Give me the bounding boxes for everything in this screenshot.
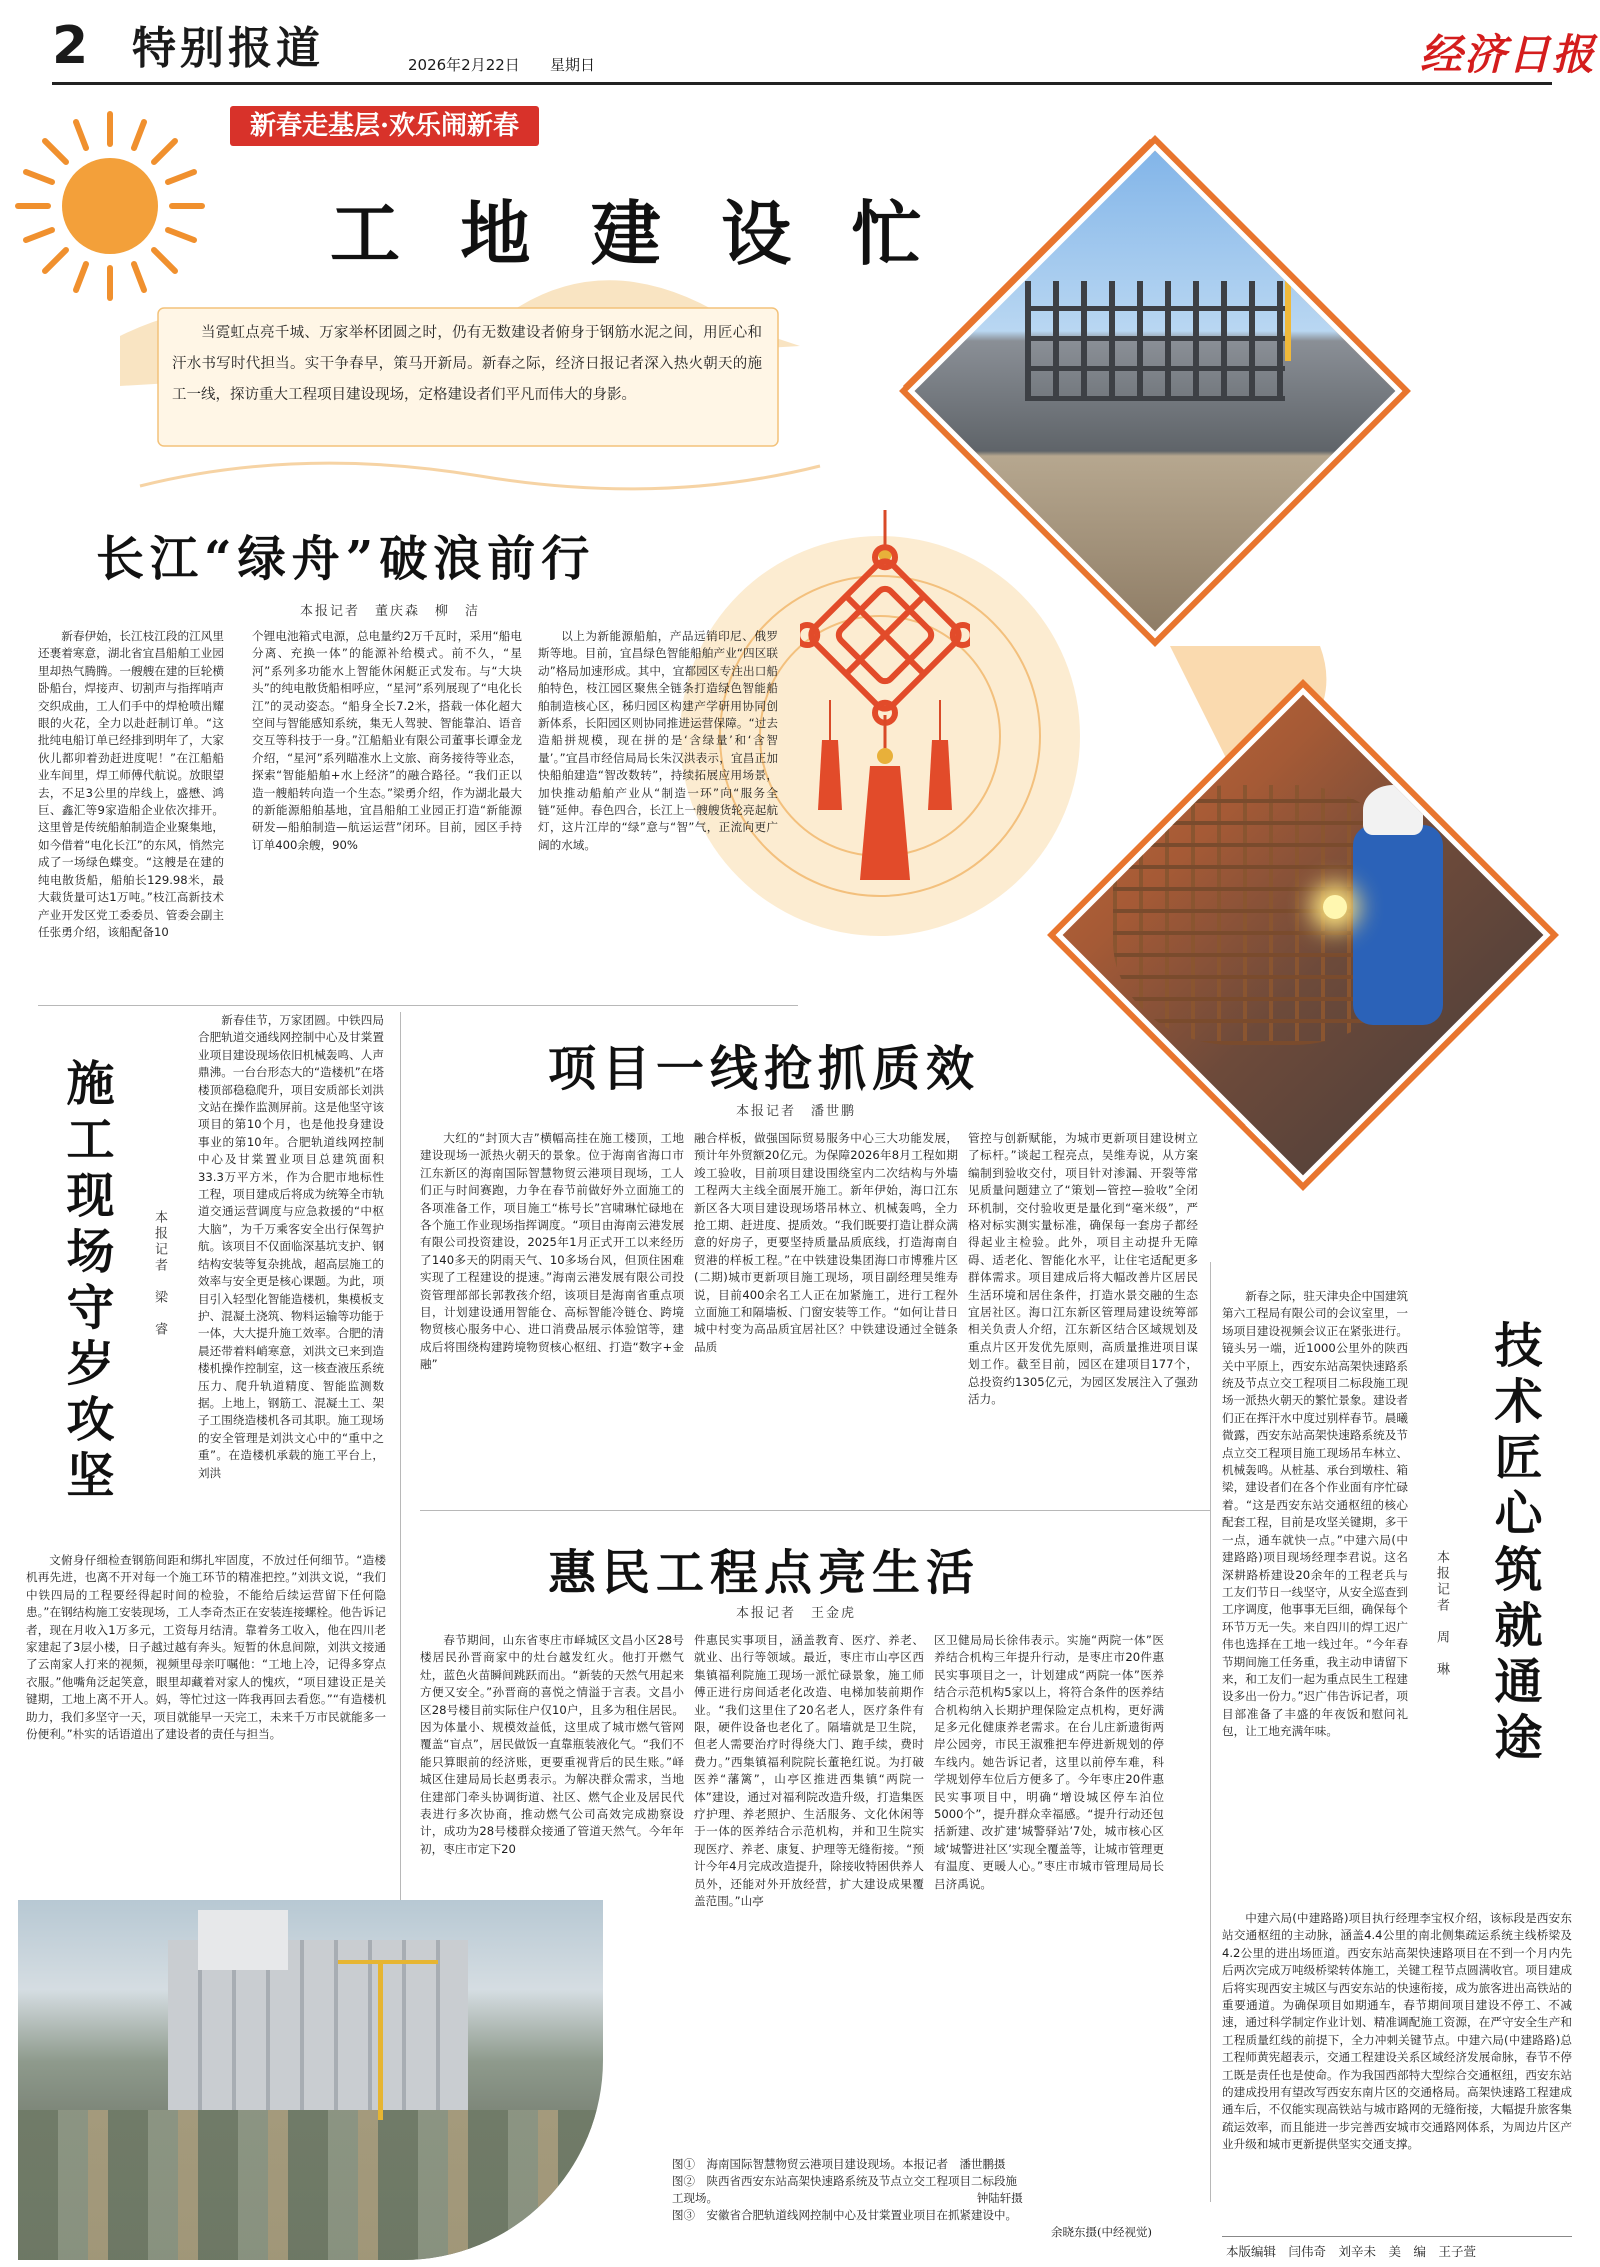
article3-byline: 本报记者 潘世鹏 xyxy=(736,1104,857,1119)
article1-col2: 个锂电池箱式电源，总电量约2万千瓦时，采用“船电分离、充换一体”的能源补给模式。前不久，“星河”系列多功能水上智能休闲艇正式发布。与“大块头”的纯电散货船相呼应，“星河”系列展现了“电化长江”的灵动姿态。“船身全长7.2米，搭载一体化超大空间与智能感知系统，集无人驾驶、智能靠泊、语音交互等科技于一身。”江船船业有限公司董事长谭金龙介绍，“星河”系列瞄准水上文旅、商务接待等业态，探索“智能船舶+水上经济”的融合路径。“我们正以造一艘船转向造一个生态。”梁勇介绍，作为湖北最大的新能源船舶基地，宜昌船舶工业园正打造“新能源研发—船舶制造—航运运营”闭环。目前，园区手持订单400余艘，90% xyxy=(252,629,522,852)
article3-col2: 融合样板，做强国际贸易服务中心三大功能发展，预计年外贸额20亿元。为保障2026年8月工程如期竣工验收，目前项目建设围绕室内二次结构与外墙工程两大主线全面展开施工。新年伊始，海口江东新区各大项目建设现场塔吊林立、机械轰鸣，全力抢工期、赶进度、提质效。“我们既要打造让群众满意的好房子，更要坚持质量品质底线，打造海南自贸港的样板工程。”在中铁建设集团海口市博雅片区(二期)城市更新项目施工现场，项目副经理吴维寿说，目前400余名工人正在加紧施工，进行工程外立面施工和隔墙板、门窗安装等工作。“如何让昔日城中村变为高品质宜居社区？中铁建设通过全链条品质 xyxy=(694,1131,958,1354)
photo-2-label: ② xyxy=(1376,1196,1391,1215)
banner-intro: 当霓虹点亮千城、万家举杯团圆之时，仍有无数建设者俯身于钢筋水泥之间，用匠心和汗水书写时代担当。实干争春早，策马开新局。新春之际，经济日报记者深入热火朝天的施工一线，探访重大工程项目建设现场，定格建设者们平凡而伟大的身影。 xyxy=(172,325,762,403)
caption-2: 图② 陕西省西安东站高架快速路系统及节点立交工程项目二标段施 xyxy=(672,2174,1017,2188)
section-title: 特别报道 xyxy=(132,23,324,74)
article1-byline: 本报记者 董庆森 柳 洁 xyxy=(300,604,481,619)
article4-byline: 本报记者 王金虎 xyxy=(736,1606,857,1621)
caption-1: 图① 海南国际智慧物贸云港项目建设现场。本报记者 潘世鹏摄 xyxy=(672,2157,1006,2171)
banner-kicker xyxy=(230,106,539,146)
footer-rule xyxy=(1222,2236,1572,2237)
article4-col1: 春节期间，山东省枣庄市峄城区文昌小区28号楼居民孙晋商家中的灶台越发红火。他打开燃气灶，蓝色火苗瞬间跳跃而出。“新装的天然气用起来方便又安全。”孙晋商的喜悦之情溢于言表。文昌小区28号楼目前实际住户仅10户，且多为租住居民。因为体量小、规模效益低，这里成了城市燃气管网覆盖“盲点”，居民做饭一直靠瓶装液化气。“我们不能只算眼前的经济账，更要重视背后的民生账。”峄城区住建局局长赵勇表示。为解决群众需求，当地住建部门牵头协调街道、社区、燃气企业及居民代表进行多次协商，推动燃气公司高效完成勘察设计，成功为28号楼群众接通了管道天然气。今年年初，枣庄市定下20 xyxy=(420,1633,684,1856)
chinese-knot-icon xyxy=(800,510,970,890)
photo-captions xyxy=(672,2156,1192,2241)
issue-weekday: 星期日 xyxy=(550,56,596,74)
caption-3b: 余晓东摄(中经视觉) xyxy=(1051,2225,1152,2239)
divider-a2 xyxy=(400,1012,401,1952)
photo-3-city-construction xyxy=(18,1900,603,2260)
article4-title: 惠民工程点亮生活 xyxy=(548,1545,981,1601)
article2-byline: 本报记者 梁 睿 xyxy=(152,1210,167,1338)
caption-2b: 工现场。 钟陆轩摄 xyxy=(672,2191,1023,2205)
banner-kicker-text: 新春走基层·欢乐闹新春 xyxy=(250,111,520,141)
divider-a5 xyxy=(1210,1262,1211,2202)
footer-editors: 本版编辑 闫伟奇 刘辛未 美 编 王子萱 xyxy=(1226,2244,1477,2259)
masthead: 经济日报 xyxy=(1420,30,1597,79)
article4-col2: 件惠民实事项目，涵盖教育、医疗、养老、就业、出行等领域。最近，枣庄市山亭区西集镇福利院施工现场一派忙碌景象，施工师傅正进行房间适老化改造、电梯加装前期作业。“我们这里住了20名老人，医疗条件有限，硬件设备也老化了。隔墙就是卫生院，但老人需要治疗时得绕大门、跑手续，费时费力。”西集镇福利院院长董艳红说。为打破医养“藩篱”，山亭区推进西集镇“两院一体”建设，通过对福利院改造升级，打造集医疗护理、养老照护、生活服务、文化休闲等于一体的医养结合示范机构，并和卫生院实现医疗、养老、康复、护理等无缝衔接。“预计今年4月完成改造提升，除接收特困供养人员外，还能对外开放经营，扩大建设成果覆盖范围。”山亭 xyxy=(694,1633,924,1909)
article3-title: 项目一线抢抓质效 xyxy=(548,1041,981,1097)
article3-col3: 管控与创新赋能，为城市更新项目建设树立了标杆。”谈起工程亮点，吴维寿说，从方案编制到验收交付，项目针对渗漏、开裂等常见质量问题建立了“策划—管控—验收”全闭环机制，交付验收更是量化到“毫米级”，严格对标实测实量标准，确保每一套房子都经得起业主检验。此外，项目主动提升无障碍、适老化、智能化水平，让住宅适配更多群体需求。项目建成后将大幅改善片区居民生活环境和居住条件，打造水景交融的生态宜居社区。海口江东新区管理局建设统筹部相关负责人介绍，江东新区结合区域规划及重点片区开发优先原则，高质量推进项目谋划工作。截至目前，园区在建项目177个，总投资约1305亿元，为园区发展注入了强劲活力。 xyxy=(968,1131,1198,1407)
article1-col1: 新春伊始，长江枝江段的江风里还裹着寒意，湖北省宜昌船舶工业园里却热气腾腾。一艘艘在建的巨轮横卧船台，焊接声、切割声与指挥哨声交织成曲，工人们手中的焊枪喷出耀眼的火花，全力以赴赶制订单。“这批纯电船订单已经排到明年了，大家伙儿都卯着劲赶进度呢！”在江船船业车间里，焊工师傅代航说。放眼望去，不足3公里的岸线上，盛懋、鸿巨、鑫汇等9家造船企业依次排开。这里曾是传统船舶制造企业聚集地，如今借着“电化长江”的东风，悄然完成了一场绿色蝶变。“这艘是在建的纯电散货船，船舶长129.98米，最大载货量可达1万吨。”枝江高新技术产业开发区党工委委员、管委会副主任张勇介绍，该船配备10 xyxy=(38,629,224,939)
banner-title: 工 地 建 设 忙 xyxy=(330,192,940,275)
article5-col-top: 新春之际，驻天津央企中国建筑第六工程局有限公司的会议室里，一场项目建设视频会议正在紧张进行。镜头另一端，近1000公里外的陕西关中平原上，西安东站高架快速路系统及节点立交工程项目二标段施工现场一派热火朝天的繁忙景象。建设者们正在挥汗水中度过别样春节。晨曦微露，西安东站高架快速路系统及节点立交工程项目施工现场吊车林立、机械轰鸣。从桩基、承台到墩柱、箱梁，建设者们在各个作业面有序忙碌着。“这是西安东站交通枢纽的核心配套工程，目前是攻坚关键期，多干一点，通车就快一点。”中建六局(中建路路)项目现场经理李君说。这名深耕路桥建设20余年的工程老兵与工友们节日一线坚守，从安全巡查到工序调度，他事事无巨细，确保每个环节万无一失。来自四川的焊工迟广伟也选择在工地一线过年。“今年春节期间施工任务重，我主动申请留下来，和工友们一起为重点民生工程建设多出一份力。”迟广伟告诉记者，项目部准备了丰盛的年夜饭和慰问礼包，让工地充满年味。 xyxy=(1222,1289,1408,1739)
article3-col1: 大红的“封顶大吉”横幅高挂在施工楼顶，工地建设现场一派热火朝天的景象。位于海南省海口市江东新区的海南国际智慧物贸云港项目现场，工人们正与时间赛跑，力争在春节前做好外立面施工的各项准备工作，项目施工“栋号长”宫啸琳忙碌地在各个施工作业现场指挥调度。“项目由海南云港发展有限公司投资建设，2025年1月正式开工以来经历了140多天的阴雨天气、10多场台风，但顶住困难实现了工程建设的提速。”海南云港发展有限公司投资管理部部长郭教孩介绍，该项目是海南省重点项目，计划建设通用智能仓、高标智能冷链仓、跨境物贸核心服务中心、进口消费品展示体验馆等，建成后将围绕构建跨境物贸核心枢纽、打造“数字+金融” xyxy=(420,1131,684,1372)
issue-date: 2026年2月22日 xyxy=(408,56,520,74)
divider-a3 xyxy=(420,1510,1210,1511)
article5-col-bottom: 中建六局(中建路路)项目执行经理李宝权介绍，该标段是西安东站交通枢纽的主动脉，涵盖4.4公里的南北侧集疏运系统主线桥梁及4.2公里的进出场匝道。西安东站高架快速路项目在不到一个月内先后两次完成万吨级桥梁转体施工，关键工程节点圆满收官。项目建成后将实现西安主城区与西安东站的快速衔接，成为旅客进出高铁站的重要通道。为确保项目如期通车，春节期间项目建设不停工、不减速，通过科学制定作业计划、精准调配施工资源，在严守安全生产和工程质量红线的前提下，全力冲刺关键节点。中建六局(中建路路)总工程师黄宪超表示，交通工程建设关系区域经济发展命脉，春节不停工既是责任也是使命。作为我国西部特大型综合交通枢纽，西安东站的建成投用有望改写西安东南片区的交通格局。高架快速路工程建成通车后，不仅能实现高铁站与城市路网的无缝衔接，大幅提升旅客集疏运效率，而且能进一步完善西安城市交通路网体系，为周边片区产业升级和城市更新提供坚实交通支撑。 xyxy=(1222,1911,1572,2152)
header-rule xyxy=(52,82,1552,85)
article5-byline: 本报记者 周 琳 xyxy=(1434,1550,1449,1678)
article2-col-top: 新春佳节，万家团圆。中铁四局合肥轨道交通线网控制中心及甘棠置业项目建设现场依旧机械轰鸣、人声鼎沸。一台台形态大的“造楼机”在塔楼顶部稳稳爬升，项目安质部长刘洪文站在操作监测屏前。这是他坚守该项目的第10个月，也是他投身建设事业的第10年。合肥轨道线网控制中心及甘棠置业项目总建筑面积33.3万平方米，作为合肥市地标性工程，项目建成后将成为统筹全市轨道交通运营调度与应急救援的“中枢大脑”，为千万乘客安全出行保驾护航。该项目不仅面临深基坑支护、钢结构安装等复杂挑战，超高层施工的效率与安全更是核心课题。为此，项目引入轻型化智能造楼机，集模板支护、混凝土浇筑、物料运输等功能于一体，大大提升施工效率。合肥的清晨还带着料峭寒意，刘洪文已来到造楼机操作控制室，这一核查液压系统压力、爬升轨道精度、智能监测数据。上地上，钢筋工、混凝土工、架子工围绕造楼机各司其职。施工现场的安全管理是刘洪文心中的“重中之重”。在造楼机承载的施工平台上，刘洪 xyxy=(198,1013,384,1480)
caption-3: 图③ 安徽省合肥轨道线网控制中心及甘棠置业项目在抓紧建设中。 xyxy=(672,2208,1017,2222)
photo-3-label: ③ xyxy=(520,2224,535,2243)
article1-col3: 以上为新能源船舶，产品远销印尼、俄罗斯等地。目前，宜昌绿色智能船舶产业“四区联动”格局加速形成。其中，宜都园区专注出口船舶特色，枝江园区聚焦全链条打造绿色智能船舶制造核心区，秭归园区构建产学研用协同创新体系，长阳园区则协同推进运营保障。“过去造船拼规模，现在拼的是‘含绿量’和‘含智量’。”宜昌市经信局局长朱汉洪表示，宜昌正加快船舶建造“智改数转”，持续拓展应用场景，加快推动船舶产业从“制造一环”向“服务全链”延伸。春色四合，长江上一艘艘货轮亮起航灯，这片江岸的“绿”意与“智”气，正流向更广阔的水域。 xyxy=(538,629,778,852)
sunburst-icon xyxy=(18,114,202,298)
article2-title: 施工现场守岁攻坚 xyxy=(58,1058,114,1506)
divider-a1 xyxy=(38,1005,798,1006)
article5-title: 技术匠心筑就通途 xyxy=(1486,1320,1542,1768)
article1-title: 长江“绿舟”破浪前行 xyxy=(96,531,596,587)
page-number: 2 xyxy=(52,16,89,76)
photo-1-label: ① xyxy=(1142,648,1157,667)
article2-col-bottom: 文俯身仔细检查钢筋间距和绑扎牢固度，不放过任何细节。“造楼机再先进，也离不开对每一个施工环节的精准把控。”刘洪文说，“我们中铁四局的工程要经得起时间的检验，不能给后续运营留下任何隐患。”在钢结构施工安装现场，工人李奇杰正在安装连接螺栓。他告诉记者，现在月收入1万多元，工资每月结清。靠着务工收入，他在四川老家建起了3层小楼，日子越过越有奔头。短暂的休息间隙，刘洪文接通了云南家人打来的视频，视频里母亲叮嘱他：“工地上冷，记得多穿点衣服。”他嘴角泛起笑意，眼里却藏着对家人的愧疚，“项目建设正是关键期，工地上离不开人。妈，等忙过这一阵我再回去看您。”“有造楼机助力，我们多坚守一天，项目就能早一天完工，未来千万市民就能多一份便利。”朴实的话语道出了建设者的责任与担当。 xyxy=(26,1553,386,1742)
article4-col3: 区卫健局局长徐伟表示。实施“两院一体”医养结合机构三年提升行动，是枣庄市20件惠民实事项目之一，计划建成“两院一体”医养结合示范机构5家以上，将符合条件的医养结合机构纳入长期护理保险定点机构，更好满足多元化健康养老需求。在台儿庄新遗街两岸公园旁，市民王淑雅把车停进新规划的停车线内。她告诉记者，这里以前停车难，科学规划停车位后方便多了。今年枣庄20件惠民实事项目中，明确“增设城区停车泊位5000个”，提升群众幸福感。“提升行动还包括新建、改扩建‘城警驿站’7处，城市核心区域‘城警进社区’实现全覆盖等，让城市管理更有温度、更暖人心。”枣庄市城市管理局局长吕济禹说。 xyxy=(934,1633,1164,1891)
